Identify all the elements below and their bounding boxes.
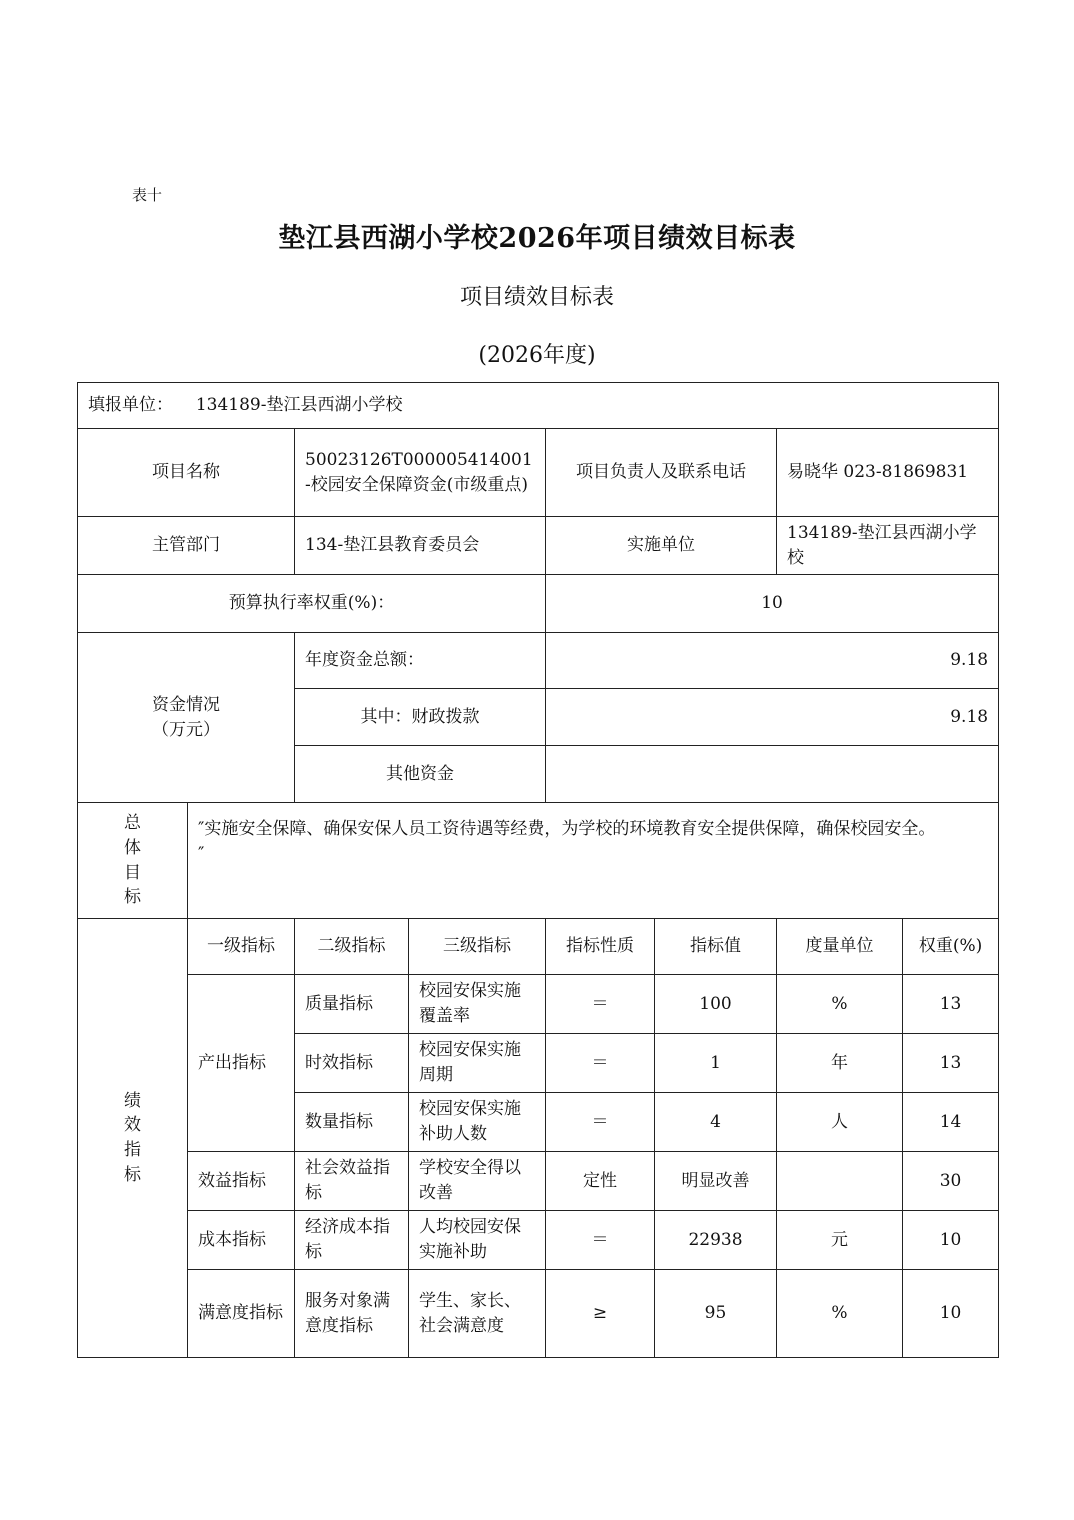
unit-cell (777, 1152, 903, 1211)
value-cell: 100 (655, 975, 777, 1034)
header-level2: 二级指标 (295, 919, 409, 975)
budget-rate-label: 预算执行率权重(%)： (78, 575, 546, 633)
level2-cell: 数量指标 (295, 1093, 409, 1152)
fiscal-funds-label: 其中：财政拨款 (295, 689, 546, 746)
funds-label-line2: （万元） (152, 719, 220, 740)
level3-cell: 学生、家长、社会满意度 (409, 1270, 546, 1358)
level2-cell: 时效指标 (295, 1034, 409, 1093)
level1-cell: 产出指标 (188, 975, 295, 1152)
implementing-unit-value: 134189-垫江县西湖小学校 (777, 517, 999, 575)
level1-cell: 满意度指标 (188, 1270, 295, 1358)
funds-label (78, 633, 295, 803)
level1-cell: 成本指标 (188, 1211, 295, 1270)
value-cell: 1 (655, 1034, 777, 1093)
level3-cell: 校园安保实施补助人数 (409, 1093, 546, 1152)
nature-cell: 定性 (546, 1152, 655, 1211)
funds-label-line1: 资金情况 (152, 694, 220, 715)
fill-unit-value: 134189-垫江县西湖小学校 (195, 395, 403, 416)
nature-cell: ＝ (546, 1093, 655, 1152)
level3-cell: 校园安保实施周期 (409, 1034, 546, 1093)
goal-label-char: 体 (124, 837, 141, 858)
weight-cell: 10 (903, 1270, 999, 1358)
unit-cell: % (777, 1270, 903, 1358)
table-row (78, 975, 999, 1034)
document-subtitle: 项目绩效目标表 (459, 285, 614, 310)
total-funds-value: 9.18 (546, 633, 999, 689)
value-cell: 95 (655, 1270, 777, 1358)
weight-cell: 14 (903, 1093, 999, 1152)
level2-cell: 质量指标 (295, 975, 409, 1034)
level2-cell: 社会效益指标 (295, 1152, 409, 1211)
level2-cell: 服务对象满意度指标 (295, 1270, 409, 1358)
level3-cell: 人均校园安保实施补助 (409, 1211, 546, 1270)
document-title: 垫江县西湖小学校2026年项目绩效目标表 (278, 223, 796, 254)
weight-cell: 13 (903, 1034, 999, 1093)
value-cell: 4 (655, 1093, 777, 1152)
indicator-label-char: 效 (124, 1115, 141, 1136)
unit-cell: 人 (777, 1093, 903, 1152)
overall-goal-line2: ″ (198, 843, 205, 864)
project-owner-label: 项目负责人及联系电话 (546, 429, 777, 517)
weight-cell: 10 (903, 1211, 999, 1270)
performance-indicators-label (78, 919, 188, 1358)
header-weight: 权重(%) (903, 919, 999, 975)
nature-cell: ＝ (546, 1211, 655, 1270)
unit-cell: 年 (777, 1034, 903, 1093)
unit-cell: 元 (777, 1211, 903, 1270)
overall-goal-label (78, 803, 188, 919)
project-owner-value: 易晓华 023-81869831 (777, 429, 999, 517)
nature-cell: ＝ (546, 1034, 655, 1093)
header-nature: 指标性质 (546, 919, 655, 975)
indicator-label-char: 指 (124, 1140, 141, 1160)
other-funds-value (546, 746, 999, 803)
level1-cell: 效益指标 (188, 1152, 295, 1211)
header-level3: 三级指标 (409, 919, 546, 975)
level3-cell: 校园安保实施覆盖率 (409, 975, 546, 1034)
goal-label-char: 总 (124, 813, 141, 834)
header-unit: 度量单位 (777, 919, 903, 975)
indicator-label-char: 绩 (124, 1090, 141, 1111)
table-row (78, 1270, 999, 1358)
unit-cell: % (777, 975, 903, 1034)
performance-target-table (77, 382, 999, 1358)
department-value: 134-垫江县教育委员会 (295, 517, 546, 575)
project-name-label: 项目名称 (78, 429, 295, 517)
other-funds-label: 其他资金 (295, 746, 546, 803)
budget-rate-value: 10 (546, 575, 999, 633)
table-number-label: 表十 (132, 186, 163, 204)
value-cell: 22938 (655, 1211, 777, 1270)
level3-cell: 学校安全得以改善 (409, 1152, 546, 1211)
weight-cell: 30 (903, 1152, 999, 1211)
header-level1: 一级指标 (188, 919, 295, 975)
goal-label-char: 目 (124, 862, 141, 883)
nature-cell: ≥ (546, 1270, 655, 1358)
table-row (78, 1211, 999, 1270)
document-year: (2026年度) (478, 343, 596, 368)
level2-cell: 经济成本指标 (295, 1211, 409, 1270)
value-cell: 明显改善 (655, 1152, 777, 1211)
overall-goal-text (188, 803, 999, 919)
total-funds-label: 年度资金总额： (295, 633, 546, 689)
table-row (78, 1152, 999, 1211)
overall-goal-line1: ″实施安全保障、确保安保人员工资待遇等经费，为学校的环境教育安全提供保障，确保校园安全。 (198, 819, 936, 839)
fiscal-funds-value: 9.18 (546, 689, 999, 746)
goal-label-char: 标 (124, 887, 141, 908)
indicator-label-char: 标 (124, 1164, 141, 1185)
project-name-value: 50023126T000005414001-校园安全保障资金(市级重点) (295, 429, 546, 517)
fill-unit-cell (78, 383, 999, 429)
header-value: 指标值 (655, 919, 777, 975)
weight-cell: 13 (903, 975, 999, 1034)
department-label: 主管部门 (78, 517, 295, 575)
implementing-unit-label: 实施单位 (546, 517, 777, 575)
nature-cell: ＝ (546, 975, 655, 1034)
fill-unit-label: 填报单位： (88, 395, 173, 416)
